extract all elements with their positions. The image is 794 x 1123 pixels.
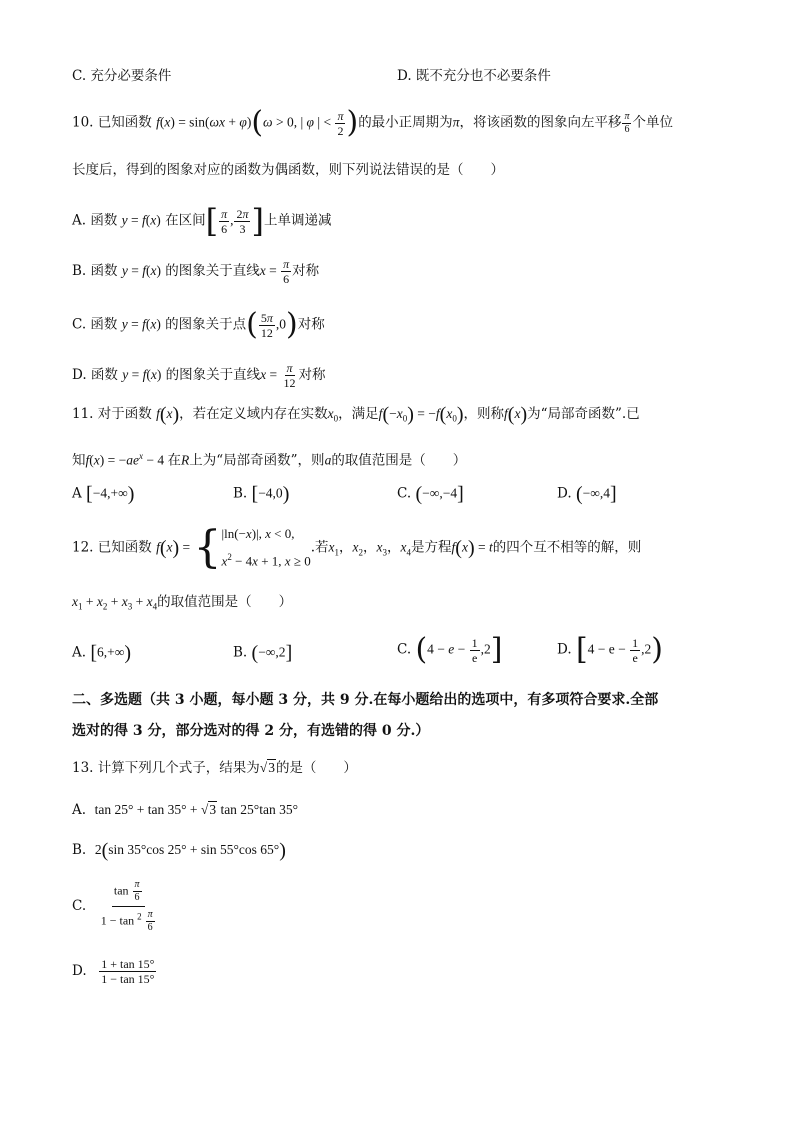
q10-option-c: C. 函数 y = f(x) 的图象关于点( $\frac{5\pi}{12}$ ,0)对称 [72, 307, 325, 342]
q13-option-c: C. tan $\frac{\pi}{6}$ 1 − tan $^2$ $\frac{\pi}{6}$ [72, 879, 153, 933]
q12-option-c: C. (4 − e − $\frac{1}{e}$ ,2] [397, 632, 503, 667]
q13-option-d: D. $\frac{1 + \tan 15^\circ}{1 - \tan 15^\circ}$ [72, 957, 155, 986]
q9-option-d: D. 既不充分也不必要条件 [397, 68, 551, 84]
q12-option-a: A. [6,+∞) [72, 642, 132, 664]
q10-stem-line2: 长度后，得到的图象对应的函数为偶函数，则下列说法错误的是（ ） [72, 162, 504, 178]
q12-stem-line1: 12. 已知函数 f(x) = { |ln(−x)|, x < 0, $x^2 - 4x + 1$, x ≥ 0 .若$x_1$，$x_2$，$x_3$，$x_4$是方程f(x) = t的四个互不相等的解，则 [72, 522, 642, 574]
q11-option-c: C. (−∞,−4] [397, 483, 464, 505]
q11-option-d: D. (−∞,4] [557, 483, 617, 505]
section2-heading-line1: 二、多选题（共 3 小题，每小题 3 分，共 9 分.在每小题给出的选项中，有多项符合要求.全部 [72, 692, 659, 708]
q13-option-b: B. 2(sin 35°cos 25° + sin 55°cos 65°) [72, 839, 286, 862]
q9-option-c: C. 充分必要条件 [72, 68, 172, 84]
q12-option-d: D. [4 − e − $\frac{1}{e}$ ,2) [557, 632, 663, 667]
q10-option-d: D. 函数 y = f(x) 的图象关于直线x = $\frac{\pi}{12}$ 对称 [72, 361, 326, 390]
q13-option-a: A. tan 25° + tan 35° + √3 tan 25°tan 35° [72, 802, 298, 818]
q10-stem-line1: 10. 已知函数 f(x) = sin(ωx + φ)(ω > 0, | φ | < $\frac{\pi}{2}$ )的最小正周期为π，将该函数的图象向左平移 $\frac{\pi}{6}$ 个单位 [72, 105, 673, 140]
q12-option-b: B. (−∞,2] [233, 642, 293, 664]
q11-option-b: B. [−4,0) [233, 483, 290, 505]
q11-stem-line2: 知$f(x) = -ae^x - 4$ 在R上为“局部奇函数”，则a的取值范围是（ ） [72, 451, 467, 469]
q11-option-a: A [−4,+∞) [72, 483, 135, 505]
q11-stem-line1: 11. 对于函数 f(x)，若在定义域内存在实数$x_0$，满足$f(-x_0) = -f(x_0)$，则称f(x)为“局部奇函数”.已 [72, 403, 640, 426]
q10-option-b: B. 函数 y = f(x) 的图象关于直线x = $\frac{\pi}{6}$ 对称 [72, 257, 320, 286]
q12-stem-line2: $x_1 + x_2 + x_3 + x_4$的取值范围是（ ） [72, 594, 293, 612]
q13-stem: 13. 计算下列几个式子，结果为√3的是（ ） [72, 760, 357, 776]
section2-heading-line2: 选对的得 3 分，部分选对的得 2 分，有选错的得 0 分.） [72, 723, 430, 739]
q10-option-a: A. 函数 y = f(x) 在区间[ $\frac{\pi}{6}$ , $\frac{2\pi}{3}$ ]上单调递减 [72, 202, 332, 240]
